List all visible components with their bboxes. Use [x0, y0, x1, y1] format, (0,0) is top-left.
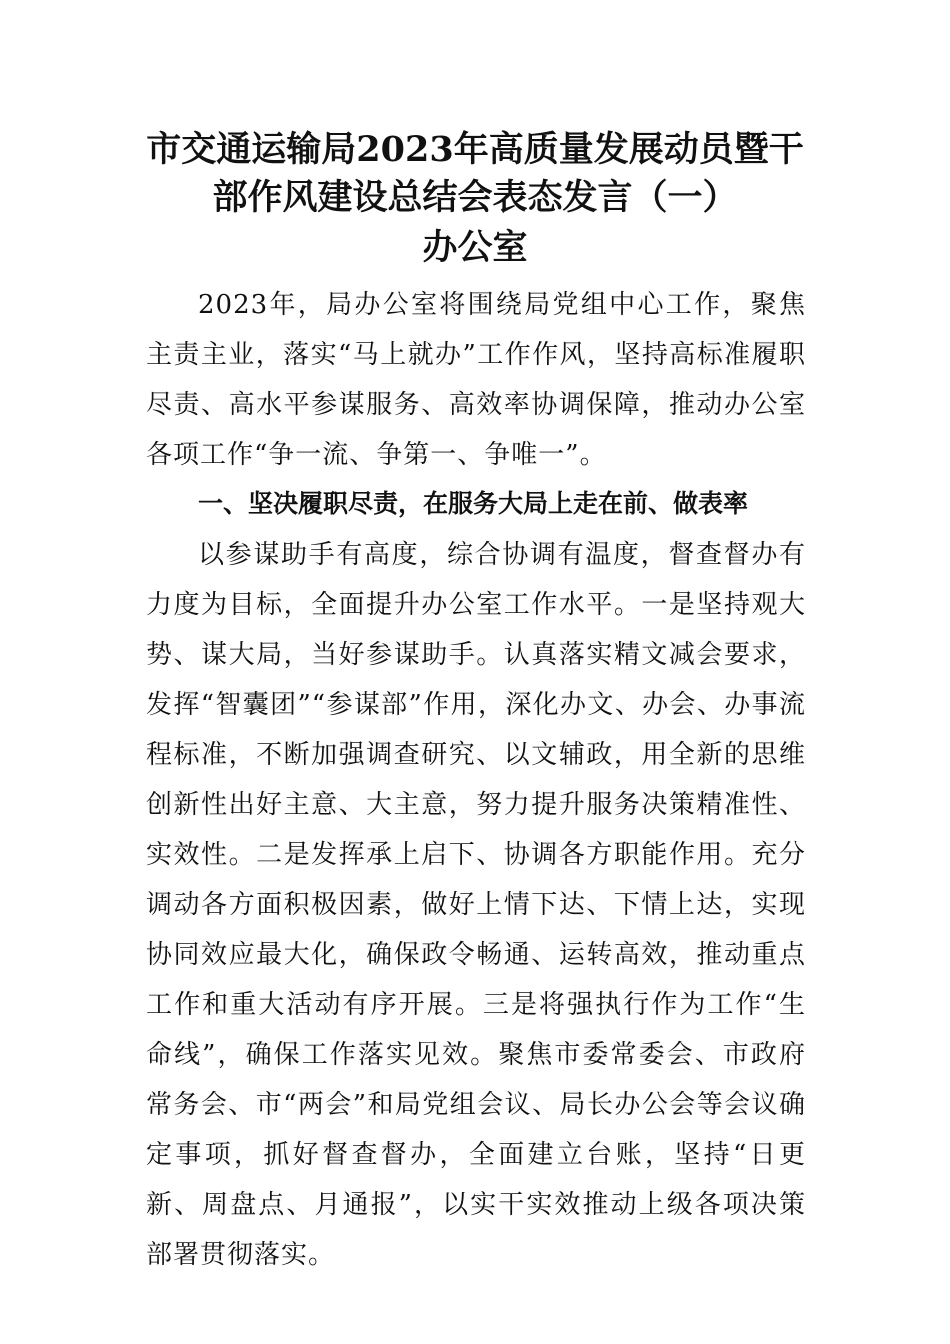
- document-title-line-2: 部作风建设总结会表态发言（一）: [212, 177, 738, 218]
- section-1-paragraph: 以参谋助手有高度，综合协调有温度，督查督办有力度为目标，全面提升办公室工作水平。一是坚持观大势、谋大局，当好参谋助手。认真落实精文减会要求，发挥“智囊团”“参谋部”作用，深化办文、办会、办事流程标准，不断加强调查研究、以文辅政，用全新的思维创新性出好主意、大主意，努力提升服务决策精准性、实效性。二是发挥承上启下、协调各方职能作用。充分调动各方面积极因素，做好上情下达、下情上达，实现协同效应最大化，确保政令畅通、运转高效，推动重点工作和重大活动有序开展。三是将强执行作为工作“生命线”，确保工作落实见效。聚焦市委常委会、市政府常务会、市“两会”和局党组会议、局长办公会等会议确定事项，抓好督查督办，全面建立台账，坚持“日更新、周盘点、月通报”，以实干实效推动上级各项决策部署贯彻落实。: [146, 540, 806, 1270]
- document-subtitle-department: 办公室: [422, 227, 528, 268]
- section-heading-1: 一、坚决履职尽责，在服务大局上走在前、做表率: [198, 489, 749, 518]
- intro-paragraph: 2023年，局办公室将围绕局党组中心工作，聚焦主责主业，落实“马上就办”工作作风，坚持高标准履职尽责、高水平参谋服务、高效率协调保障，推动办公室各项工作“争一流、争第一、争唯一”。: [146, 290, 806, 470]
- document-title-line-1: 市交通运输局2023年高质量发展动员暨干: [146, 129, 804, 170]
